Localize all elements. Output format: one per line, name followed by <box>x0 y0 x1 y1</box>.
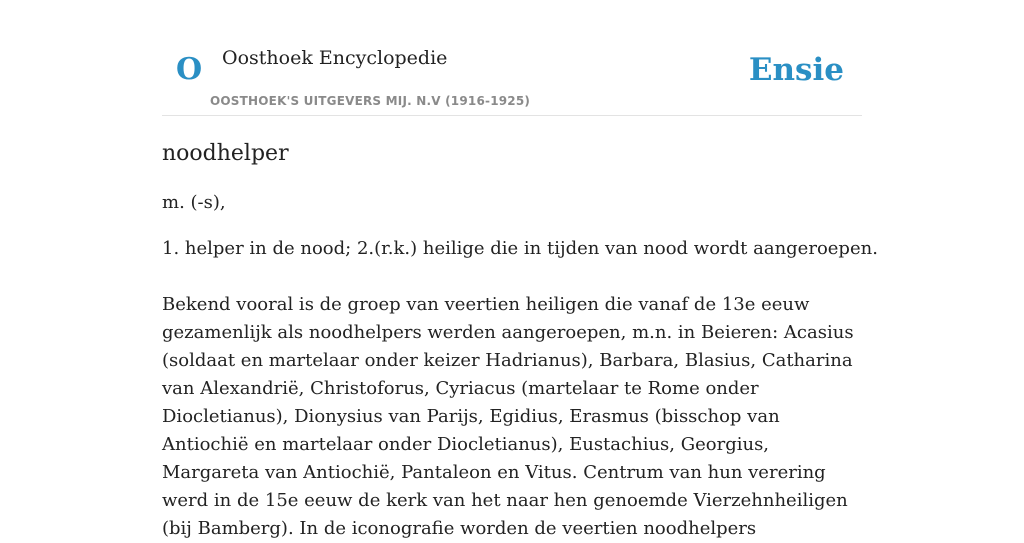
source-header <box>162 0 862 116</box>
source-publisher: OOSTHOEK'S UITGEVERS MIJ. N.V (1916-1925) <box>210 94 531 108</box>
ensie-logo-link[interactable]: Ensie <box>748 52 844 88</box>
source-title-link[interactable]: Oosthoek Encyclopedie <box>222 47 448 69</box>
entry-title: noodhelper <box>162 141 289 166</box>
entry-definition: 1. helper in de nood; 2.(r.k.) heilige die in tijden van nood wordt aangeroepen. <box>162 238 878 259</box>
entry-body: Bekend vooral is de groep van veertien heiligen die vanaf de 13e eeuw gezamenlijk als noodhelpers werden aangeroepen, m.n. in Beieren: Acasius (soldaat en martelaar onder keizer Hadrianus), Barbara, Blasius, Catharina van Alexandrië, Christoforus, Cyriacus (martelaar te Rome onder Diocletianus), Dionysius van Parijs, Egidius, Erasmus (bisschop van Antiochië en martelaar onder Diocletianus), Eustachius, Georgius, Margareta van Antiochië, Pantaleon en Vitus. Centrum van hun verering werd in de 15e eeuw de kerk van het naar hen genoemde Vierzehnheiligen (bij Bamberg). In de iconografie worden de veertien noodhelpers <box>162 294 854 539</box>
entry-grammar: m. (-s), <box>162 192 226 213</box>
source-logo[interactable]: O <box>176 52 203 87</box>
entry-content <box>162 136 878 543</box>
